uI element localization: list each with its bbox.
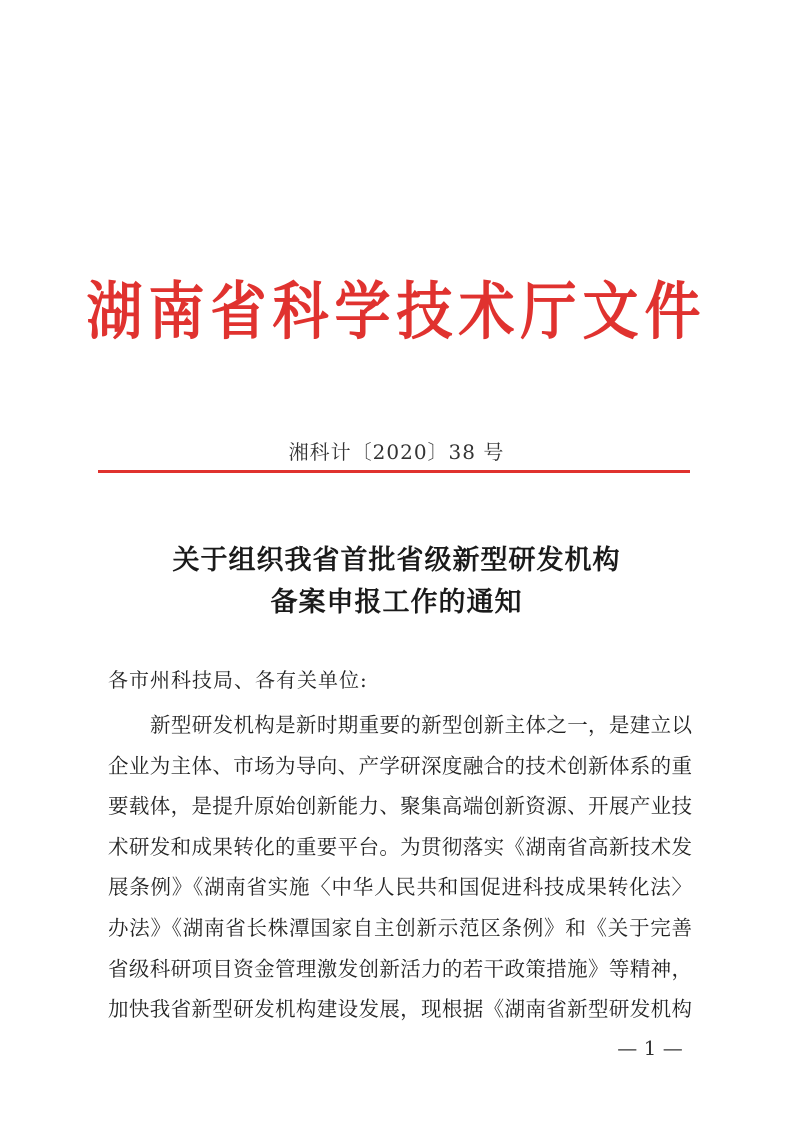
red-divider-line xyxy=(98,470,690,473)
body-line: 术研发和成果转化的重要平台。为贯彻落实《湖南省高新技术发 xyxy=(108,834,692,859)
body-line: 要载体，是提升原始创新能力、聚集高端创新资源、开展产业技 xyxy=(108,794,692,819)
notice-title xyxy=(0,540,793,624)
body-line: 省级科研项目资金管理激发创新活力的若干政策措施》等精神， xyxy=(108,956,692,981)
body-line: 加快我省新型研发机构建设发展，现根据《湖南省新型研发机构 xyxy=(108,997,692,1022)
body-line: 办法》《湖南省长株潭国家自主创新示范区条例》和《关于完善 xyxy=(108,915,692,940)
body-paragraph xyxy=(108,705,692,1030)
body-line: 展条例》《湖南省实施〈中华人民共和国促进科技成果转化法〉 xyxy=(108,875,692,900)
salutation: 各市州科技局、各有关单位: xyxy=(108,668,368,692)
notice-title-line-2: 备案申报工作的通知 xyxy=(270,587,523,618)
body-line: 新型研发机构是新时期重要的新型创新主体之一，是建立以 xyxy=(150,713,692,737)
page-number: — 1 — xyxy=(617,1036,683,1060)
notice-title-line-1: 关于组织我省首批省级新型研发机构 xyxy=(172,545,621,576)
masthead-title: 湖南省科学技术厅文件 xyxy=(86,275,707,349)
body-line: 企业为主体、市场为导向、产学研深度融合的技术创新体系的重 xyxy=(108,753,692,778)
document-number: 湘科计〔2020〕38 号 xyxy=(288,440,505,464)
